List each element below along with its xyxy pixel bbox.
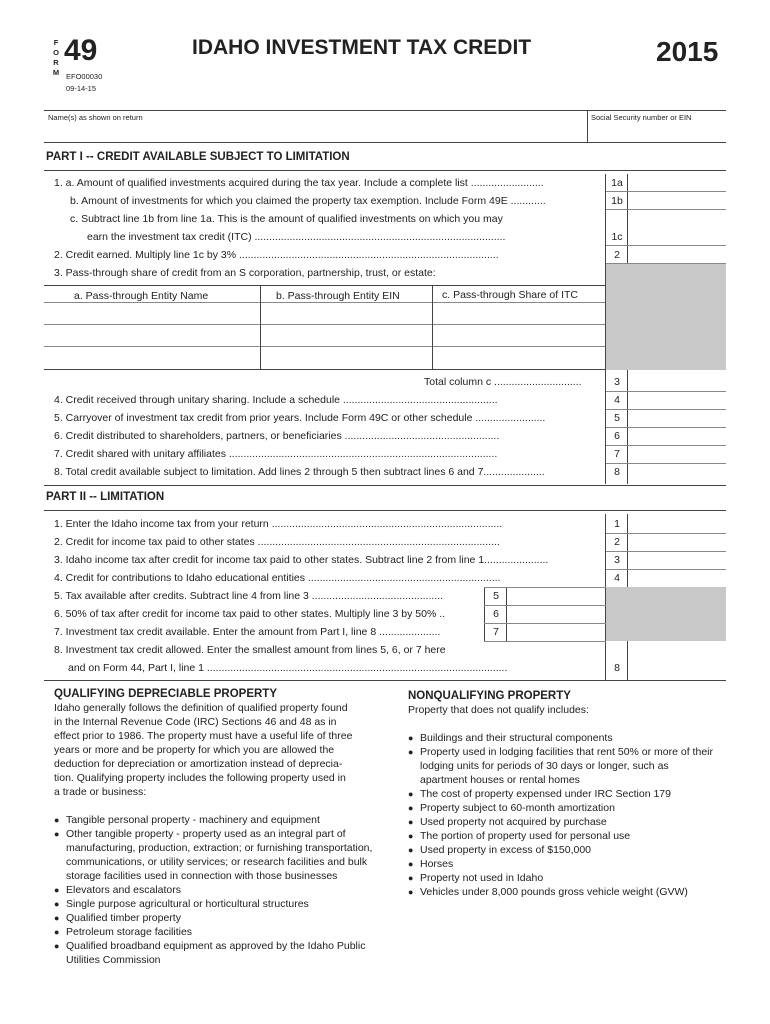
list-item: ● Qualified broadband equipment as approved by the Idaho Public Utilities Commission — [54, 939, 366, 967]
line-1b-text: b. Amount of investments for which you claimed the property tax exemption. Include Form 49E ............ — [70, 195, 546, 207]
rule — [44, 170, 726, 171]
line-6-box: 6 — [614, 430, 620, 442]
p2-amount-field-5[interactable] — [508, 588, 604, 604]
p2-amount-field-6[interactable] — [508, 606, 604, 622]
amount-field-5[interactable] — [630, 409, 726, 426]
p2-line-8-text-2: and on Form 44, Part I, line 1 ....................................................................................................... — [68, 662, 508, 674]
page-title: IDAHO INVESTMENT TAX CREDIT — [192, 36, 532, 59]
table-cell[interactable] — [46, 348, 258, 368]
line-8-text: 8. Total credit available subject to limitation. Add lines 2 through 5 then subtract lines 6 and 7..................... — [54, 466, 545, 478]
list-item: ● Petroleum storage facilities — [54, 925, 389, 939]
p2-amount-field-3[interactable] — [630, 551, 726, 568]
p2-line-1-text: 1. Enter the Idaho income tax from your return ............................................................................... — [54, 518, 503, 530]
ssn-field[interactable] — [590, 123, 724, 141]
rule — [484, 641, 606, 642]
names-field[interactable] — [46, 123, 584, 141]
rule — [587, 110, 588, 142]
p2-amount-field-2[interactable] — [630, 533, 726, 550]
list-item: ● Property used in lodging facilities that rent 50% or more of their lodging units for periods of 30 days or longer, such as apartment houses or rental homes — [408, 745, 718, 787]
list-item: ● Tangible personal property - machinery and equipment — [54, 813, 389, 827]
qualifying-heading: QUALIFYING DEPRECIABLE PROPERTY — [54, 688, 277, 700]
shaded-area — [606, 587, 726, 641]
p2-amount-field-1[interactable] — [630, 515, 726, 532]
rule — [432, 285, 433, 369]
table-cell[interactable] — [434, 348, 604, 368]
p2-line-1-box: 1 — [614, 518, 620, 530]
table-cell[interactable] — [262, 348, 430, 368]
rule — [44, 285, 605, 286]
p2-amount-field-8[interactable] — [630, 660, 726, 678]
qualifying-intro: Idaho generally follows the definition of qualified property found in the Internal Revenue Code (IRC) Sections 46 and 48 as in effect prior to 1986. The property must have a useful life of three years or more and be property for which you are allowed the deduction for depreciation or amortization instead of deprecia- tion. Qualifying property includes the following property used in a trade or business: — [54, 702, 353, 798]
list-item: ● The portion of property used for personal use — [408, 829, 718, 843]
form-letters: F O R M — [52, 38, 60, 77]
list-item: ● The cost of property expensed under IRC Section 179 — [408, 787, 718, 801]
line-5-box: 5 — [614, 412, 620, 424]
list-item: ● Buildings and their structural components — [408, 731, 718, 745]
p2-line-2-text: 2. Credit for income tax paid to other states ................................................................................... — [54, 536, 500, 548]
names-field-label: Name(s) as shown on return — [48, 113, 143, 122]
amount-field-1c[interactable] — [630, 228, 726, 245]
rule — [44, 485, 726, 486]
table-cell[interactable] — [46, 304, 258, 323]
qualifying-list — [54, 813, 389, 967]
line-1c-text-2: earn the investment tax credit (ITC) ...................................................................................... — [87, 231, 506, 243]
table-cell[interactable] — [434, 304, 604, 323]
list-item: ● Used property not acquired by purchase — [408, 815, 718, 829]
rule — [44, 680, 726, 681]
rule — [44, 369, 605, 370]
amount-field-2[interactable] — [630, 246, 726, 263]
col-header-entity-name: a. Pass-through Entity Name — [74, 290, 209, 302]
amount-field-8[interactable] — [630, 463, 726, 481]
line-4-box: 4 — [614, 394, 620, 406]
line-7-text: 7. Credit shared with unitary affiliates ............................................................................................ — [54, 448, 498, 460]
rule — [606, 209, 726, 210]
line-8-box: 8 — [614, 466, 620, 478]
line-1b-box: 1b — [611, 195, 623, 207]
p2-line-4-text: 4. Credit for contributions to Idaho educational entities .................................................................. — [54, 572, 501, 584]
line-1c-text: c. Subtract line 1b from line 1a. This is the amount of qualified investments on which you may — [70, 213, 503, 225]
line-4-text: 4. Credit received through unitary sharing. Include a schedule ..................................................... — [54, 394, 498, 406]
amount-field-3[interactable] — [630, 373, 726, 390]
list-item: ● Vehicles under 8,000 pounds gross vehicle weight (GVW) — [408, 885, 718, 899]
form-date: 09-14-15 — [66, 84, 97, 93]
rule — [44, 324, 605, 325]
list-item: ● Used property in excess of $150,000 — [408, 843, 718, 857]
amount-field-4[interactable] — [630, 391, 726, 408]
p2-line-6-text: 6. 50% of tax after credit for income tax paid to other states. Multiply line 3 by 50% .. — [54, 608, 446, 620]
line-7-box: 7 — [614, 448, 620, 460]
list-item: ● Elevators and escalators — [54, 883, 389, 897]
tax-year: 2015 — [656, 36, 719, 67]
rule — [260, 285, 261, 369]
list-item: ● Property subject to 60-month amortization — [408, 801, 718, 815]
line-1a-box: 1a — [611, 177, 623, 189]
rule — [44, 510, 726, 511]
nonqualifying-heading: NONQUALIFYING PROPERTY — [408, 690, 571, 702]
p2-line-7-box: 7 — [493, 626, 499, 638]
p2-line-5-box: 5 — [493, 590, 499, 602]
part2-heading: PART II -- LIMITATION — [46, 491, 165, 503]
line-5-text: 5. Carryover of investment tax credit from prior years. Include Form 49C or other schedule ........................ — [54, 412, 546, 424]
p2-line-2-box: 2 — [614, 536, 620, 548]
line-3-text: 3. Pass-through share of credit from an S corporation, partnership, trust, or estate: — [54, 267, 436, 279]
line-6-text: 6. Credit distributed to shareholders, partners, or beneficiaries ..................................................... — [54, 430, 500, 442]
shaded-area — [606, 264, 726, 370]
line-1a-text: 1. a. Amount of qualified investments acquired during the tax year. Include a complete list ......................... — [54, 177, 544, 189]
nonqualifying-list — [408, 731, 718, 899]
rule — [44, 142, 726, 143]
table-cell[interactable] — [434, 326, 604, 345]
table-cell[interactable] — [262, 304, 430, 323]
p2-amount-field-4[interactable] — [630, 569, 726, 586]
p2-line-7-text: 7. Investment tax credit available. Enter the amount from Part I, line 8 ..................... — [54, 626, 441, 638]
line-1c-box: 1c — [611, 231, 623, 243]
p2-line-8-text: 8. Investment tax credit allowed. Enter the smallest amount from lines 5, 6, or 7 here — [54, 644, 446, 656]
p2-line-3-text: 3. Idaho income tax after credit for income tax paid to other states. Subtract line 2 from line 1...................... — [54, 554, 549, 566]
list-item: ● Property not used in Idaho — [408, 871, 718, 885]
line-2-text: 2. Credit earned. Multiply line 1c by 3% ......................................................................................... — [54, 249, 499, 261]
part1-heading: PART I -- CREDIT AVAILABLE SUBJECT TO LIMITATION — [46, 151, 350, 163]
list-item: ● Qualified timber property — [54, 911, 389, 925]
p2-line-5-text: 5. Tax available after credits. Subtract line 4 from line 3 ............................................. — [54, 590, 444, 602]
table-cell[interactable] — [46, 326, 258, 345]
list-item: ● Single purpose agricultural or horticultural structures — [54, 897, 389, 911]
rule — [44, 302, 605, 303]
ssn-field-label: Social Security number or EIN — [591, 113, 692, 122]
total-column-c-text: Total column c .............................. — [424, 376, 582, 388]
amount-field-7[interactable] — [630, 445, 726, 462]
rule — [44, 346, 605, 347]
list-item: ● Other tangible property - property used as an integral part of manufacturing, production, extraction; or furnishing transportation, communications, or utility services; or research facilities and bulk storage facilities used in connection with those businesses — [54, 827, 389, 883]
col-header-entity-ein: b. Pass-through Entity EIN — [276, 290, 400, 302]
table-cell[interactable] — [262, 326, 430, 345]
p2-line-3-box: 3 — [614, 554, 620, 566]
amount-field-1a[interactable] — [630, 174, 726, 191]
form-code: EFO00030 — [66, 72, 103, 81]
p2-amount-field-7[interactable] — [508, 624, 604, 640]
amount-field-6[interactable] — [630, 427, 726, 444]
rule — [606, 263, 726, 264]
p2-line-4-box: 4 — [614, 572, 620, 584]
line-3-box: 3 — [614, 376, 620, 388]
list-item: ● Horses — [408, 857, 718, 871]
p2-line-6-box: 6 — [493, 608, 499, 620]
qualifying-section — [54, 688, 394, 967]
form-number: 49 — [64, 34, 98, 67]
p2-line-8-box: 8 — [614, 662, 620, 674]
nonqualifying-section — [408, 690, 728, 899]
amount-field-1b[interactable] — [630, 192, 726, 209]
col-header-share-itc: c. Pass-through Share of ITC — [442, 289, 578, 301]
rule — [44, 110, 726, 111]
nonqualifying-intro: Property that does not qualify includes: — [408, 704, 589, 716]
line-2-box: 2 — [614, 249, 620, 261]
